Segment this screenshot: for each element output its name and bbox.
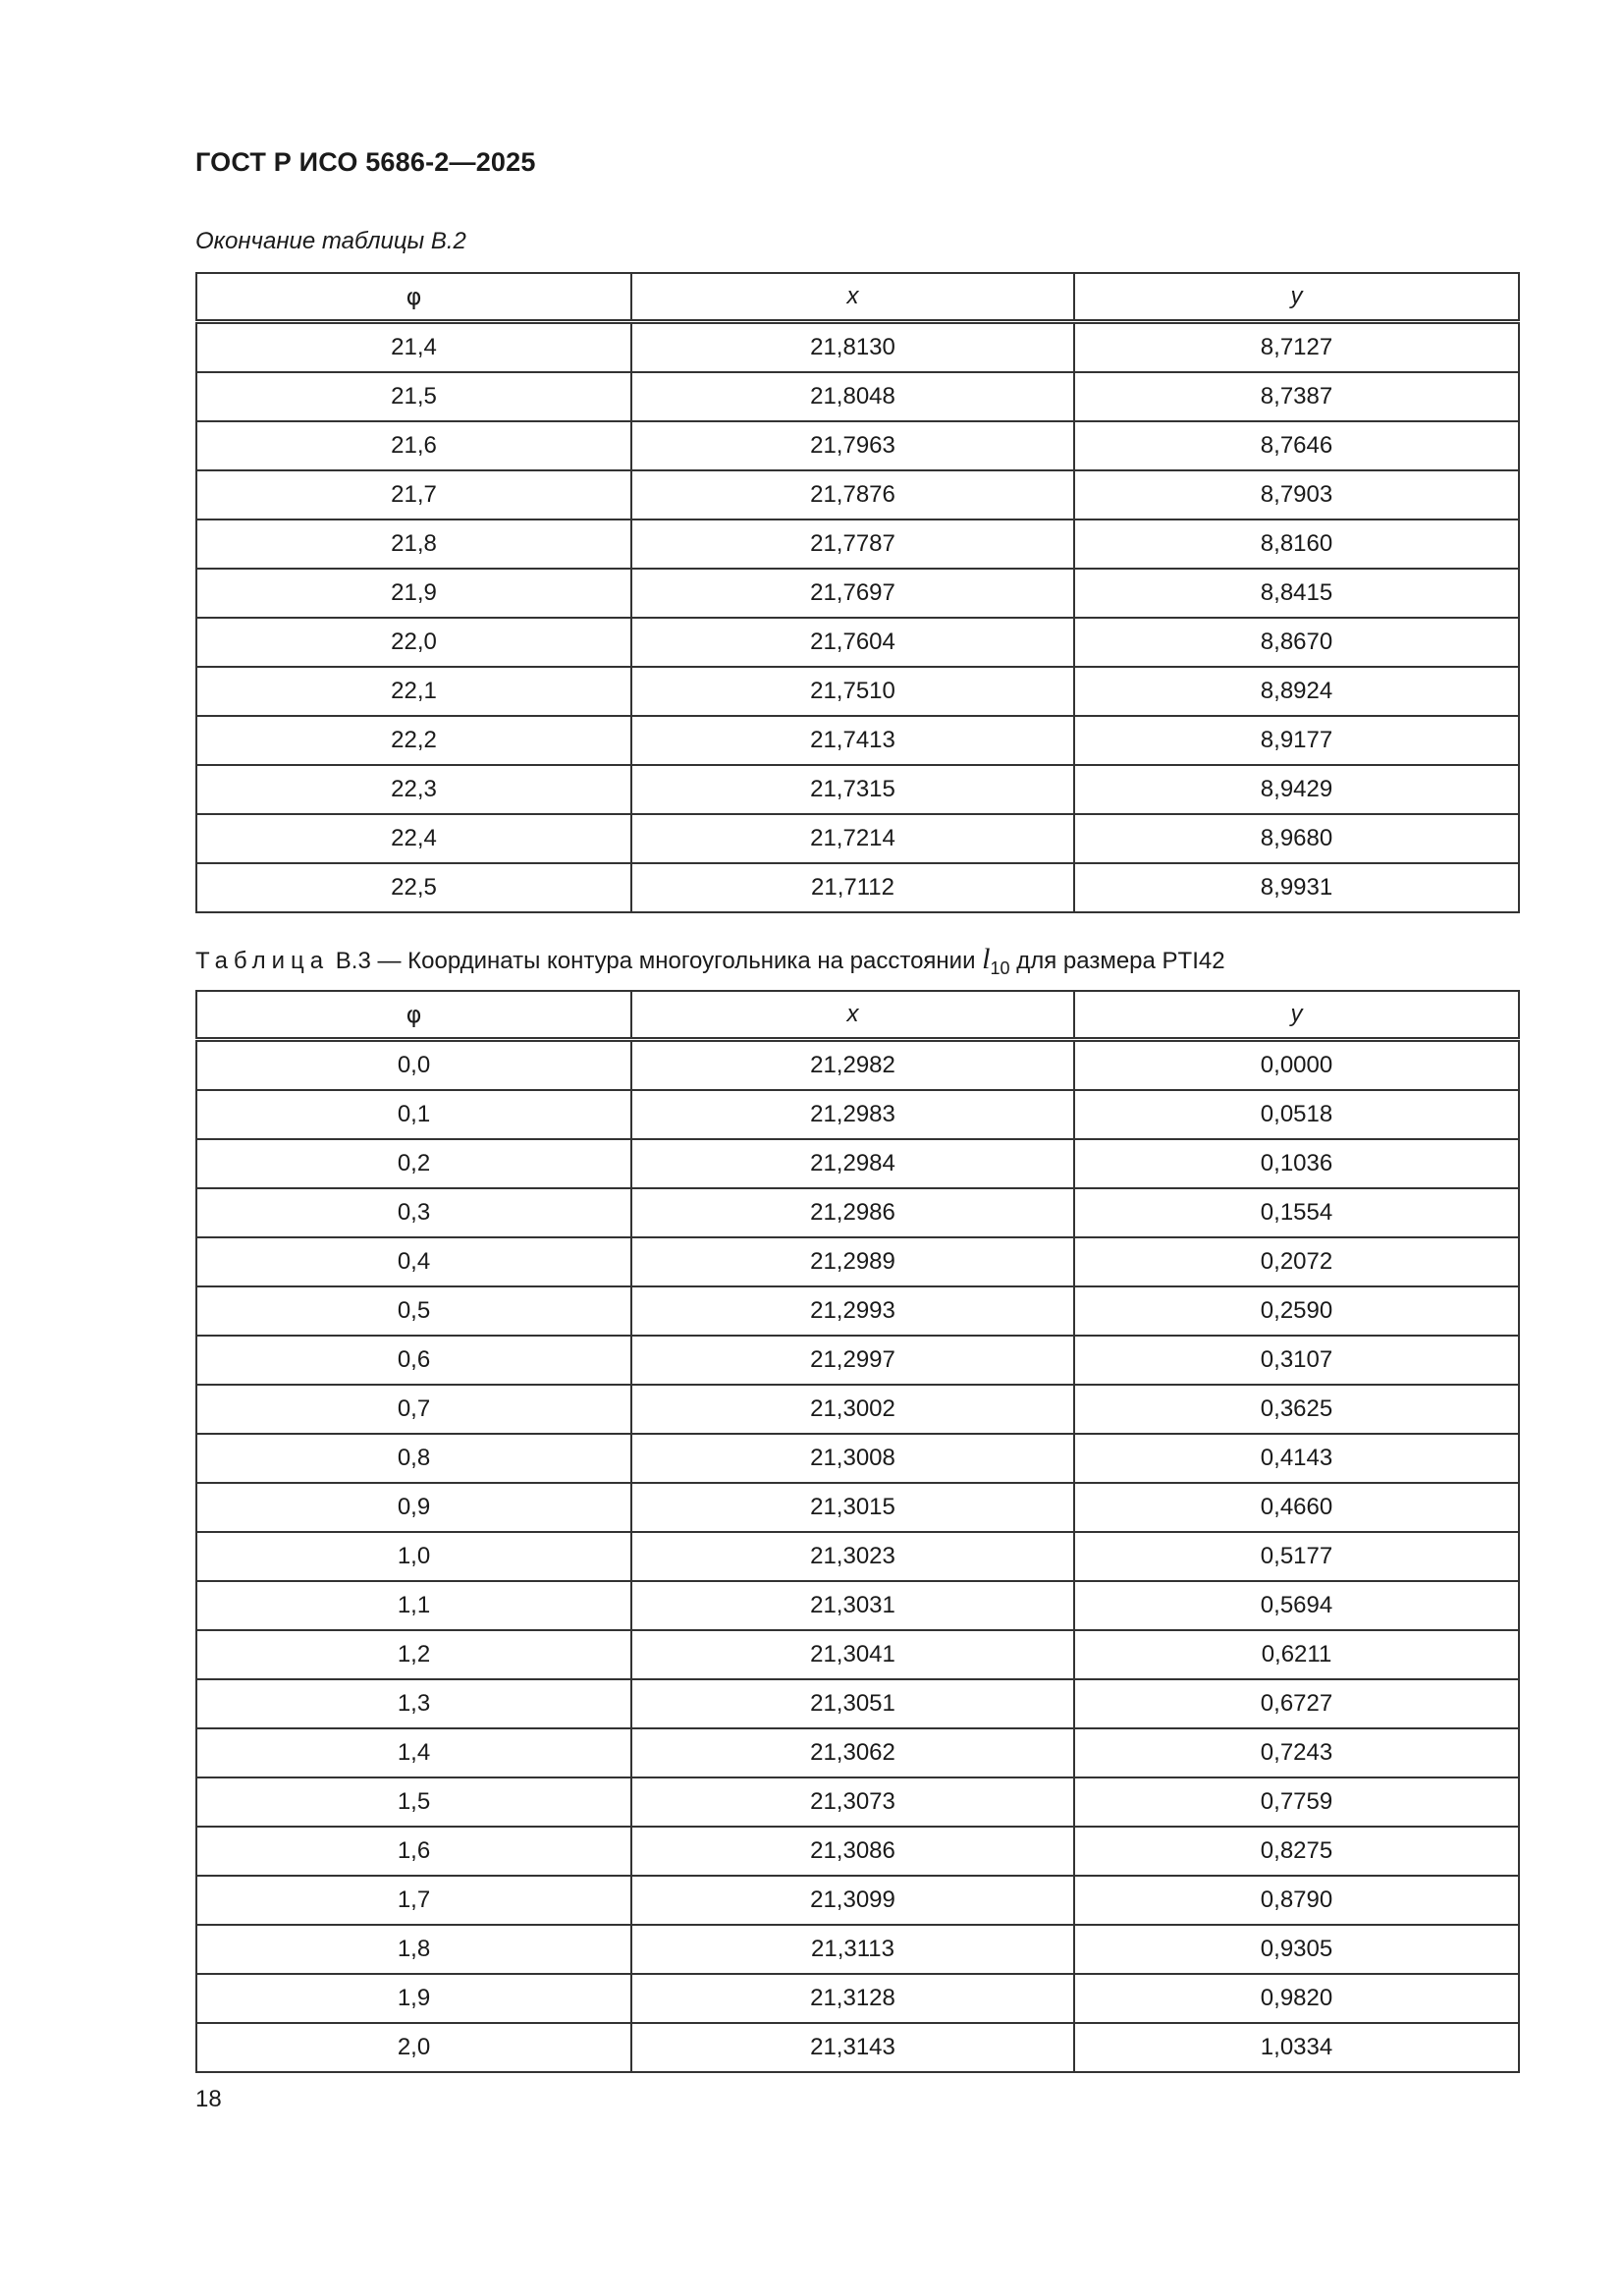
cell-phi: 0,5	[196, 1286, 631, 1336]
cell-y: 8,7387	[1074, 372, 1519, 421]
table-row	[196, 569, 1519, 618]
cell-phi: 21,4	[196, 322, 631, 373]
cell-x: 21,7787	[631, 519, 1074, 569]
table-row	[196, 470, 1519, 519]
cell-y: 0,6211	[1074, 1630, 1519, 1679]
table-row	[196, 1090, 1519, 1139]
cell-y: 0,6727	[1074, 1679, 1519, 1728]
cell-y: 8,8924	[1074, 667, 1519, 716]
table-b3-caption-suffix: для размера PTI42	[1009, 948, 1225, 974]
table-row	[196, 1188, 1519, 1237]
table-row	[196, 1827, 1519, 1876]
table-b2	[195, 272, 1520, 913]
cell-y: 0,1554	[1074, 1188, 1519, 1237]
cell-phi: 21,9	[196, 569, 631, 618]
cell-y: 8,9931	[1074, 863, 1519, 912]
cell-y: 0,2590	[1074, 1286, 1519, 1336]
table-row	[196, 1679, 1519, 1728]
table-row	[196, 716, 1519, 765]
cell-x: 21,3015	[631, 1483, 1074, 1532]
cell-x: 21,3128	[631, 1974, 1074, 2023]
cell-x: 21,7214	[631, 814, 1074, 863]
cell-x: 21,3099	[631, 1876, 1074, 1925]
table-row	[196, 421, 1519, 470]
table-row	[196, 322, 1519, 373]
table-row	[196, 1336, 1519, 1385]
table-row	[196, 1581, 1519, 1630]
table-word: Таблица	[195, 948, 330, 974]
cell-phi: 0,3	[196, 1188, 631, 1237]
cell-y: 0,4660	[1074, 1483, 1519, 1532]
cell-phi: 0,9	[196, 1483, 631, 1532]
column-header-phi: φ	[196, 273, 631, 322]
cell-phi: 0,0	[196, 1040, 631, 1091]
table-row	[196, 519, 1519, 569]
cell-phi: 22,3	[196, 765, 631, 814]
cell-x: 21,3051	[631, 1679, 1074, 1728]
column-header-phi: φ	[196, 991, 631, 1040]
table-row	[196, 618, 1519, 667]
cell-x: 21,2989	[631, 1237, 1074, 1286]
column-header-y: y	[1074, 991, 1519, 1040]
cell-x: 21,3143	[631, 2023, 1074, 2072]
cell-y: 0,0518	[1074, 1090, 1519, 1139]
cell-phi: 0,4	[196, 1237, 631, 1286]
table-b3	[195, 990, 1520, 2073]
cell-x: 21,7315	[631, 765, 1074, 814]
cell-x: 21,2993	[631, 1286, 1074, 1336]
cell-x: 21,3008	[631, 1434, 1074, 1483]
cell-x: 21,3113	[631, 1925, 1074, 1974]
cell-phi: 21,5	[196, 372, 631, 421]
distance-symbol: l	[982, 943, 991, 975]
cell-x: 21,2997	[631, 1336, 1074, 1385]
cell-x: 21,7510	[631, 667, 1074, 716]
table-b3-body	[196, 1040, 1519, 2073]
cell-phi: 1,3	[196, 1679, 631, 1728]
table-row	[196, 1139, 1519, 1188]
cell-phi: 1,7	[196, 1876, 631, 1925]
cell-x: 21,7697	[631, 569, 1074, 618]
table-b3-caption-text: В.3 — Координаты контура многоугольника на расстоянии	[329, 948, 983, 974]
cell-phi: 1,6	[196, 1827, 631, 1876]
table-b2-continuation-caption: Окончание таблицы В.2	[195, 228, 466, 254]
cell-x: 21,8048	[631, 372, 1074, 421]
cell-y: 0,0000	[1074, 1040, 1519, 1091]
cell-phi: 0,7	[196, 1385, 631, 1434]
cell-y: 0,9305	[1074, 1925, 1519, 1974]
cell-y: 8,8160	[1074, 519, 1519, 569]
table-row	[196, 814, 1519, 863]
page-number: 18	[195, 2086, 222, 2112]
cell-y: 8,7646	[1074, 421, 1519, 470]
cell-x: 21,3002	[631, 1385, 1074, 1434]
cell-y: 8,8670	[1074, 618, 1519, 667]
table-row	[196, 1925, 1519, 1974]
cell-x: 21,8130	[631, 322, 1074, 373]
column-header-x: x	[631, 273, 1074, 322]
cell-phi: 0,8	[196, 1434, 631, 1483]
distance-subscript: 10	[990, 957, 1010, 978]
table-row	[196, 1434, 1519, 1483]
cell-phi: 0,1	[196, 1090, 631, 1139]
table-row	[196, 1483, 1519, 1532]
cell-phi: 1,5	[196, 1777, 631, 1827]
cell-y: 0,7759	[1074, 1777, 1519, 1827]
cell-phi: 1,2	[196, 1630, 631, 1679]
cell-y: 8,9680	[1074, 814, 1519, 863]
table-row	[196, 667, 1519, 716]
column-header-x: x	[631, 991, 1074, 1040]
cell-y: 0,3107	[1074, 1336, 1519, 1385]
cell-x: 21,7876	[631, 470, 1074, 519]
table-row	[196, 1286, 1519, 1336]
table-row	[196, 1532, 1519, 1581]
table-row	[196, 863, 1519, 912]
cell-y: 0,3625	[1074, 1385, 1519, 1434]
table-row	[196, 1777, 1519, 1827]
column-header-y: y	[1074, 273, 1519, 322]
table-row	[196, 1385, 1519, 1434]
cell-phi: 21,7	[196, 470, 631, 519]
cell-y: 0,5694	[1074, 1581, 1519, 1630]
cell-phi: 1,4	[196, 1728, 631, 1777]
table-row	[196, 2023, 1519, 2072]
table-row	[196, 1237, 1519, 1286]
cell-x: 21,3062	[631, 1728, 1074, 1777]
table-row	[196, 1630, 1519, 1679]
table-row	[196, 765, 1519, 814]
cell-y: 0,7243	[1074, 1728, 1519, 1777]
cell-phi: 22,1	[196, 667, 631, 716]
table-row	[196, 1728, 1519, 1777]
cell-phi: 1,9	[196, 1974, 631, 2023]
cell-x: 21,3086	[631, 1827, 1074, 1876]
cell-x: 21,7112	[631, 863, 1074, 912]
cell-y: 0,4143	[1074, 1434, 1519, 1483]
cell-y: 8,9429	[1074, 765, 1519, 814]
cell-y: 1,0334	[1074, 2023, 1519, 2072]
cell-x: 21,7604	[631, 618, 1074, 667]
cell-phi: 0,2	[196, 1139, 631, 1188]
cell-x: 21,2984	[631, 1139, 1074, 1188]
cell-y: 8,8415	[1074, 569, 1519, 618]
cell-x: 21,3023	[631, 1532, 1074, 1581]
cell-phi: 21,6	[196, 421, 631, 470]
cell-phi: 1,1	[196, 1581, 631, 1630]
cell-y: 0,8790	[1074, 1876, 1519, 1925]
table-header-row	[196, 991, 1519, 1040]
cell-phi: 22,2	[196, 716, 631, 765]
cell-x: 21,3031	[631, 1581, 1074, 1630]
cell-x: 21,3041	[631, 1630, 1074, 1679]
document-header: ГОСТ Р ИСО 5686-2—2025	[195, 147, 536, 177]
cell-y: 0,8275	[1074, 1827, 1519, 1876]
cell-phi: 22,0	[196, 618, 631, 667]
table-row	[196, 372, 1519, 421]
table-header-row	[196, 273, 1519, 322]
cell-x: 21,3073	[631, 1777, 1074, 1827]
table-b2-body	[196, 322, 1519, 913]
cell-phi: 2,0	[196, 2023, 631, 2072]
table-row	[196, 1876, 1519, 1925]
cell-y: 8,7127	[1074, 322, 1519, 373]
table-row	[196, 1974, 1519, 2023]
cell-phi: 21,8	[196, 519, 631, 569]
table-row	[196, 1040, 1519, 1091]
cell-x: 21,2986	[631, 1188, 1074, 1237]
cell-y: 0,1036	[1074, 1139, 1519, 1188]
cell-phi: 22,5	[196, 863, 631, 912]
cell-y: 8,7903	[1074, 470, 1519, 519]
cell-phi: 0,6	[196, 1336, 631, 1385]
cell-x: 21,2983	[631, 1090, 1074, 1139]
cell-phi: 1,8	[196, 1925, 631, 1974]
cell-x: 21,7413	[631, 716, 1074, 765]
table-b3-caption	[195, 943, 1225, 979]
cell-phi: 1,0	[196, 1532, 631, 1581]
cell-x: 21,2982	[631, 1040, 1074, 1091]
cell-phi: 22,4	[196, 814, 631, 863]
cell-y: 8,9177	[1074, 716, 1519, 765]
cell-x: 21,7963	[631, 421, 1074, 470]
cell-y: 0,9820	[1074, 1974, 1519, 2023]
cell-y: 0,2072	[1074, 1237, 1519, 1286]
cell-y: 0,5177	[1074, 1532, 1519, 1581]
